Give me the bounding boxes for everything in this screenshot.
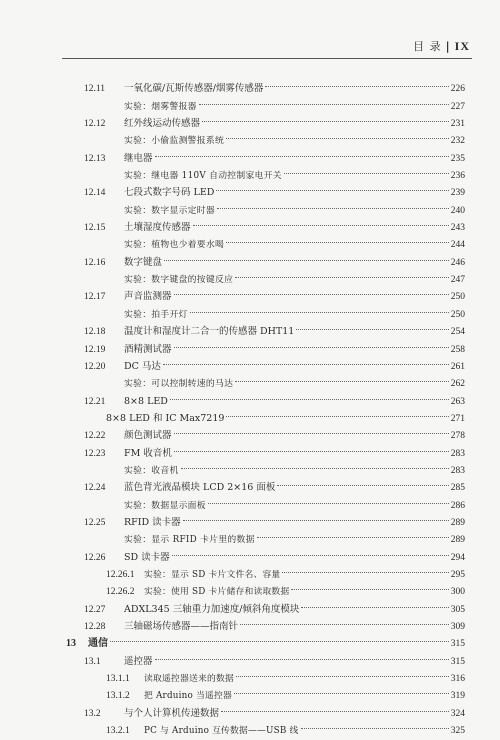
- dot-leader: [174, 277, 449, 295]
- toc-entry-number: 12.23: [84, 448, 106, 459]
- toc-entry-title: 实验：数字显示定时器: [124, 205, 215, 216]
- toc-entry-title: 实验：小偷监测警报系统: [124, 136, 225, 147]
- toc-entry-title: 实验：显示 RFID 卡片里的数据: [124, 535, 255, 546]
- toc-entry-number: 12.13: [84, 153, 106, 164]
- toc-entry-page: 325: [450, 726, 465, 737]
- toc-entry-number: 13.1: [84, 656, 101, 667]
- dot-leader: [217, 190, 449, 208]
- toc-entry-title: 与个人计算机传递数据: [124, 707, 220, 719]
- toc-entry-page: 283: [450, 465, 465, 476]
- toc-entry-page: 247: [450, 275, 465, 286]
- toc-entry-page: 294: [450, 552, 465, 563]
- dot-leader: [155, 138, 449, 156]
- toc-entry-title: 实验：数字键盘的按键反应: [124, 275, 234, 286]
- dot-leader: [174, 433, 449, 451]
- toc-entry-page: 236: [450, 171, 465, 182]
- toc-entry-number: 12.15: [84, 223, 106, 234]
- dot-leader: [257, 520, 449, 538]
- toc-entry-number: 13.1.1: [106, 674, 130, 685]
- toc-entry-page: 254: [450, 327, 465, 338]
- toc-entry-number: 12.19: [84, 344, 106, 355]
- toc-entry-title: 实验：继电器 110V 自动控制家电开关: [124, 171, 282, 182]
- toc-entry-number: 12.21: [84, 396, 106, 407]
- toc-entry-title: PC 与 Arduino 互传数据——USB 线: [144, 726, 299, 737]
- toc-entry-number: 13.1.2: [106, 691, 130, 702]
- toc-entry-page: 231: [450, 119, 465, 130]
- dot-leader: [235, 260, 449, 278]
- toc-entry-page: 261: [450, 361, 465, 372]
- header-rule: [62, 58, 472, 59]
- toc-entry-number: 12.17: [84, 292, 106, 303]
- dot-leader: [236, 659, 449, 677]
- dot-leader: [234, 676, 449, 694]
- dot-leader: [174, 329, 449, 347]
- dot-leader: [208, 485, 449, 503]
- dot-leader: [277, 468, 448, 486]
- dot-leader: [226, 399, 448, 417]
- running-header: [413, 38, 470, 54]
- dot-leader: [235, 364, 449, 382]
- toc-entry-page: 305: [450, 604, 465, 615]
- toc-entry-page: 315: [450, 639, 465, 650]
- toc-entry-page: 243: [450, 223, 465, 234]
- toc-entry-number: 13.2: [84, 708, 101, 719]
- toc-entry-page: 258: [450, 344, 465, 355]
- toc-entry-number: 12.26.2: [106, 587, 135, 598]
- toc-entry-number: 12.26: [84, 552, 106, 563]
- toc-entry-title: SD 读卡器: [124, 551, 170, 563]
- dot-leader: [190, 294, 449, 312]
- dot-leader: [172, 537, 449, 555]
- dot-leader: [284, 156, 449, 174]
- toc-entry-title: 实验：使用 SD 卡片储存和读取数据: [144, 587, 290, 598]
- header-separator: |: [445, 39, 451, 53]
- dot-leader: [240, 607, 449, 625]
- toc-entry-title: 把 Arduino 当遥控器: [144, 691, 233, 702]
- toc-entry-title: RFID 读卡器: [124, 516, 181, 528]
- toc-entry-page: 289: [450, 535, 465, 546]
- toc-entry-number: 12.12: [84, 119, 106, 130]
- dot-leader: [164, 242, 449, 260]
- toc-entry-number: 12.20: [84, 361, 106, 372]
- toc-entry-title: 酒精测试器: [124, 343, 172, 355]
- toc-entry-title: 七段式数字号码 LED: [124, 187, 215, 199]
- toc-entry-page: 286: [450, 500, 465, 511]
- toc-entry-page: 262: [450, 379, 465, 390]
- toc-entry-title: 实验：可以控制转速的马达: [124, 379, 234, 390]
- dot-leader: [301, 711, 449, 729]
- dot-leader: [291, 572, 448, 590]
- dot-leader: [296, 312, 448, 330]
- toc-entry-page: 240: [450, 205, 465, 216]
- toc-entry-title: 三轴磁场传感器——指南针: [124, 621, 239, 632]
- dot-leader: [181, 451, 449, 469]
- toc-entry-page: 263: [450, 396, 465, 407]
- toc-entry-title: 实验：拍手开灯: [124, 309, 188, 320]
- dot-leader: [199, 86, 449, 104]
- toc-entry-page: 309: [450, 622, 465, 632]
- dot-leader: [110, 624, 449, 642]
- table-of-contents: [62, 73, 465, 737]
- toc-entry-page: 285: [450, 483, 465, 494]
- toc-entry-number: 12.14: [84, 188, 106, 199]
- toc-entry-page: 244: [450, 240, 465, 251]
- toc-entry-page: 289: [450, 517, 465, 528]
- toc-entry-title: 红外线运动传感器: [124, 118, 201, 130]
- toc-entry-number: 12.18: [84, 327, 106, 338]
- toc-entry-title: 实验：烟雾警报器: [124, 101, 197, 112]
- toc-entry-page: 278: [450, 431, 465, 442]
- dot-leader: [193, 208, 449, 226]
- toc-entry-title: 读取遥控器送来的数据: [144, 674, 234, 685]
- toc-entry-page: 300: [450, 587, 465, 598]
- dot-leader: [226, 121, 449, 139]
- toc-entry-title: 土壤湿度传感器: [124, 222, 191, 234]
- dot-leader: [301, 589, 448, 607]
- toc-entry-title: 实验：数据显示面板: [124, 500, 206, 511]
- toc-entry-page: 315: [450, 656, 465, 667]
- toc-entry-title: ADXL345 三轴重力加速度/倾斜角度模块: [124, 603, 300, 615]
- toc-entry-title: FM 收音机: [124, 447, 172, 459]
- header-page-number: IX: [454, 38, 470, 53]
- toc-entry-title: 数字键盘: [124, 256, 163, 268]
- dot-leader: [170, 381, 449, 399]
- toc-entry-page: 227: [450, 101, 465, 112]
- toc-entry-title: 温度计和湿度计二合一的传感器 DHT11: [124, 326, 295, 338]
- toc-entry-page: 319: [450, 691, 465, 702]
- toc-entry-title: 遥控器: [124, 655, 153, 667]
- toc-entry-number: 12.11: [84, 84, 106, 95]
- toc-entry-number: 12.16: [84, 257, 106, 268]
- toc-entry-number: 12.28: [84, 622, 106, 632]
- dot-leader: [221, 693, 449, 711]
- toc-entry-number: 12.24: [84, 483, 106, 494]
- dot-leader: [174, 416, 449, 434]
- toc-entry-page: 324: [450, 708, 465, 719]
- toc-entry-number: 13: [66, 638, 76, 650]
- toc-entry-title: 实验：显示 SD 卡片文件名、容量: [144, 569, 281, 580]
- toc-entry-page: 235: [450, 153, 465, 164]
- dot-leader: [282, 555, 448, 573]
- dot-leader: [202, 104, 449, 122]
- toc-entry-title: 继电器: [124, 152, 153, 164]
- header-label: 目 录: [413, 40, 442, 53]
- toc-entry-page: 226: [450, 84, 465, 95]
- toc-entry-number: 12.25: [84, 517, 106, 528]
- toc-entry-page: 250: [450, 292, 465, 303]
- toc-entry-title: 实验：植物也少着要水喝: [124, 240, 225, 251]
- toc-entry-page: 295: [450, 569, 465, 580]
- toc-entry-title: 实验：收音机: [124, 465, 179, 476]
- dot-leader: [226, 225, 449, 243]
- toc-entry-title: 声音监测器: [124, 291, 172, 303]
- toc-entry-page: 232: [450, 136, 465, 147]
- dot-leader: [155, 641, 449, 659]
- toc-entry-number: 13.2.1: [106, 726, 130, 737]
- toc-entry-title: 颜色测试器: [124, 430, 172, 442]
- toc-entry-page: 283: [450, 448, 465, 459]
- dot-leader: [265, 69, 448, 87]
- toc-entry-page: 246: [450, 257, 465, 268]
- toc-entry-number: 12.26.1: [106, 569, 135, 580]
- toc-entry-title: 通信: [88, 638, 108, 650]
- dot-leader: [183, 503, 449, 521]
- toc-entry-page: 271: [450, 413, 465, 424]
- toc-entry-page: 316: [450, 674, 465, 685]
- dot-leader: [163, 347, 449, 365]
- toc-entry-title: 一氧化碳/瓦斯传感器/烟雾传感器: [124, 83, 264, 95]
- toc-entry-page: 250: [450, 309, 465, 320]
- toc-entry-page: 239: [450, 188, 465, 199]
- toc-entry-title: 8×8 LED 和 IC Max7219: [106, 412, 225, 424]
- toc-entry-number: 12.22: [84, 431, 106, 442]
- toc-entry-title: 蓝色背光液晶模块 LCD 2×16 面板: [124, 482, 276, 494]
- toc-entry-title: 8×8 LED: [124, 395, 168, 407]
- dot-leader: [216, 173, 448, 191]
- toc-entry-number: 12.27: [84, 604, 106, 615]
- toc-entry-title: DC 马达: [124, 360, 161, 372]
